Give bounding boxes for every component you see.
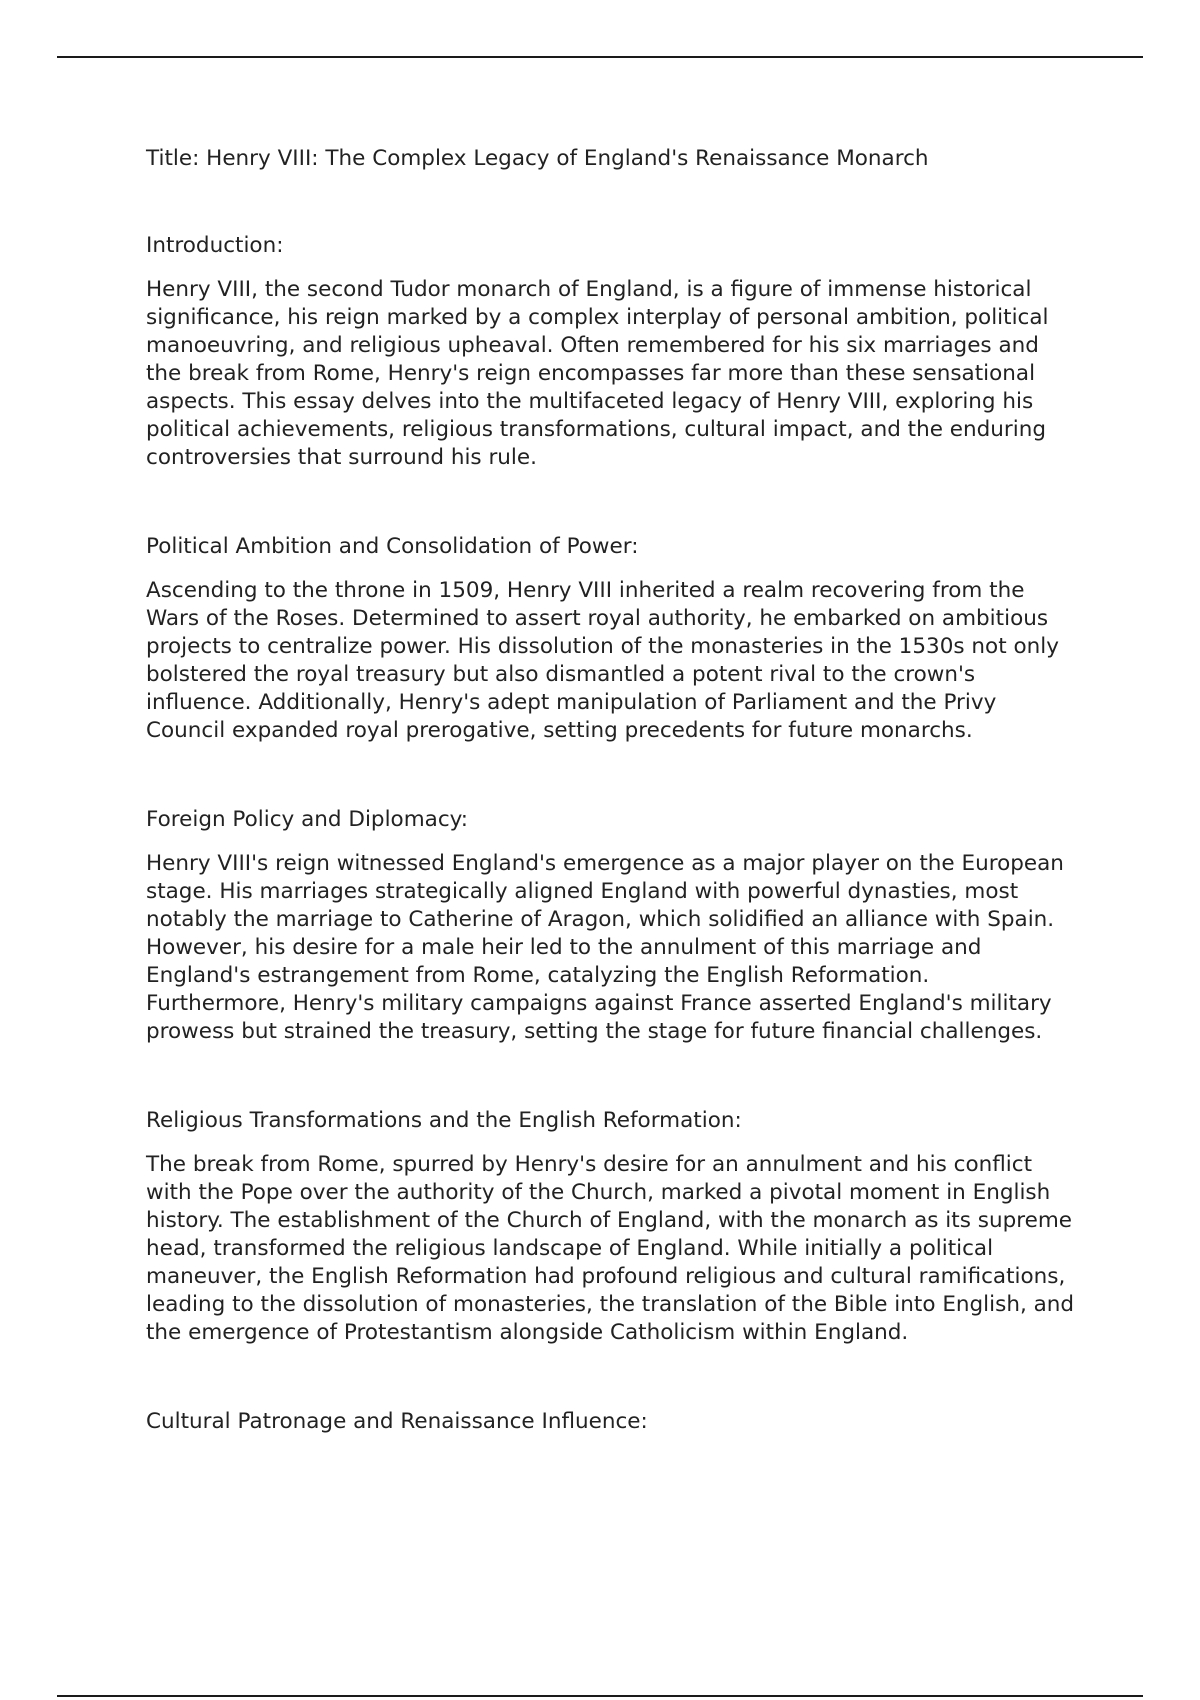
section-heading-political-ambition: Political Ambition and Consolidation of Power: <box>146 534 639 559</box>
document-title: Title: Henry VIII: The Complex Legacy of England's Renaissance Monarch <box>146 146 929 171</box>
section-body-foreign-policy: Henry VIII's reign witnessed England's emergence as a major player on the European stage. His marriages strategically aligned England with powerful dynasties, most notably the marriage to Catherine of Aragon, which solidified an alliance with Spain. However, his desire for a male heir led to the annulment of this marriage and England's estrangement from Rome, catalyzing the English Reformation. Furthermore, Henry's military campaigns against France asserted England's military prowess but strained the treasury, setting the stage for future financial challenges. <box>146 851 1064 1044</box>
section-body-religious-transformations: The break from Rome, spurred by Henry's desire for an annulment and his conflict with the Pope over the authority of the Church, marked a pivotal moment in English history. The establishment of the Church of England, with the monarch as its supreme head, transformed the religious landscape of England. While initially a political maneuver, the English Reformation had profound religious and cultural ramifications, leading to the dissolution of monasteries, the translation of the Bible into English, and the emergence of Protestantism alongside Catholicism within England. <box>146 1152 1075 1345</box>
document-page <box>146 145 1076 1436</box>
section-body-introduction: Henry VIII, the second Tudor monarch of England, is a figure of immense historical significance, his reign marked by a complex interplay of personal ambition, political manoeuvring, and religious upheaval. Often remembered for his six marriages and the break from Rome, Henry's reign encompasses far more than these sensational aspects. This essay delves into the multifaceted legacy of Henry VIII, exploring his political achievements, religious transformations, cultural impact, and the enduring controversies that surround his rule. <box>146 277 1049 470</box>
section-body-political-ambition: Ascending to the throne in 1509, Henry VIII inherited a realm recovering from the Wars of the Roses. Determined to assert royal authority, he embarked on ambitious projects to centralize power. His dissolution of the monasteries in the 1530s not only bolstered the royal treasury but also dismantled a potent rival to the crown's influence. Additionally, Henry's adept manipulation of Parliament and the Privy Council expanded royal prerogative, setting precedents for future monarchs. <box>146 578 1059 743</box>
section-heading-religious-transformations: Religious Transformations and the English Reformation: <box>146 1108 742 1133</box>
section-heading-introduction: Introduction: <box>146 233 284 258</box>
section-heading-cultural-patronage: Cultural Patronage and Renaissance Influence: <box>146 1409 648 1434</box>
top-divider <box>57 56 1143 58</box>
bottom-divider <box>57 1695 1143 1697</box>
section-heading-foreign-policy: Foreign Policy and Diplomacy: <box>146 807 469 832</box>
